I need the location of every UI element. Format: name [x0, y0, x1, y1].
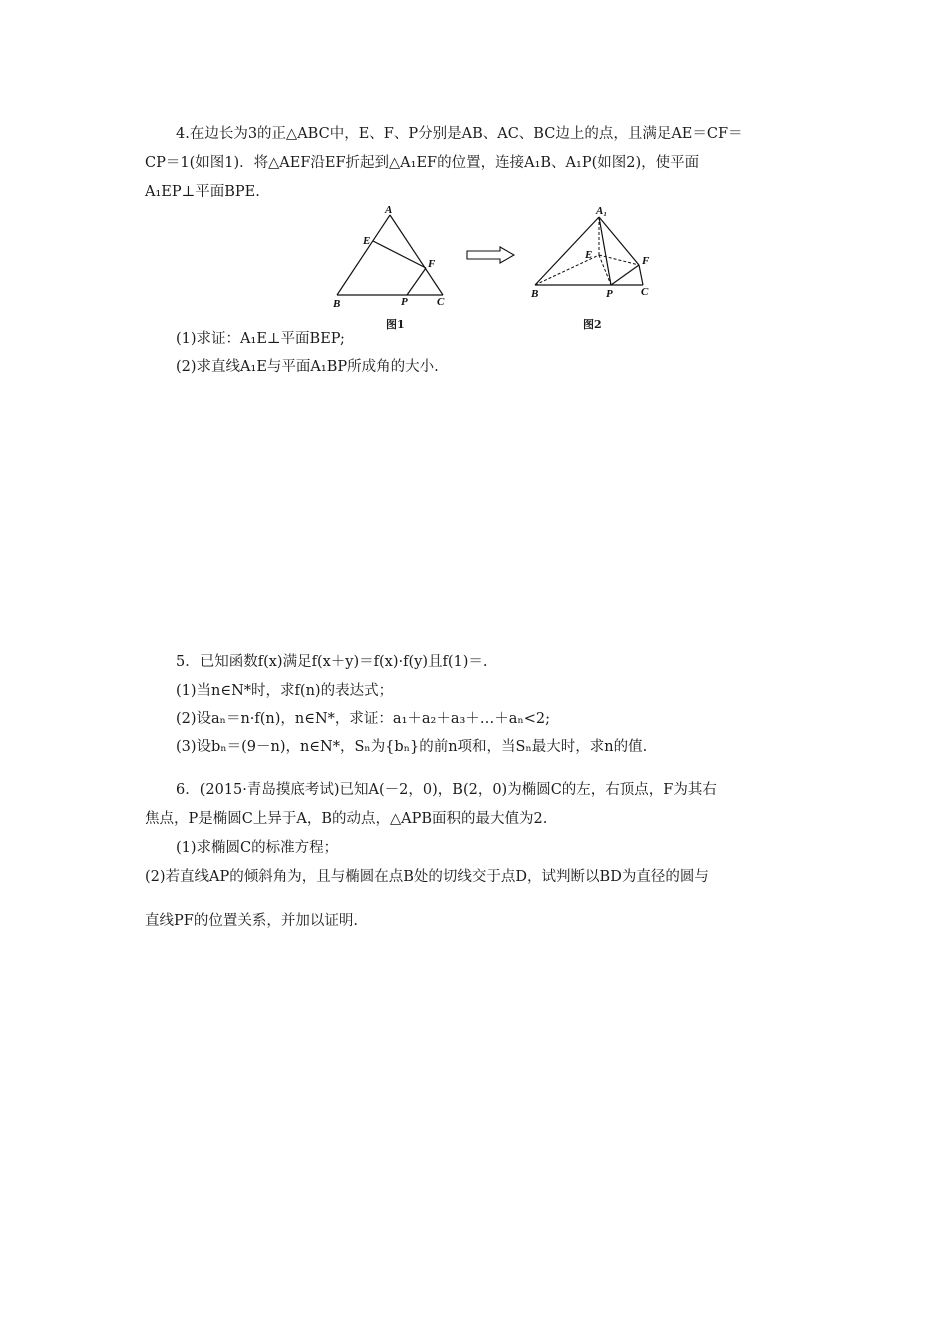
figure-1-caption: 图1 [386, 318, 405, 331]
fig1-label-B: B [333, 298, 341, 310]
problem4-line1: 4.在边长为3的正△ABC中，E、F、P分别是AB、AC、BC边上的点，且满足AE＝CF＝ [176, 126, 743, 142]
fig2-label-F: F [642, 255, 650, 267]
problem4-question-1: (1)求证：A₁E⊥平面BEP; [176, 331, 345, 347]
problem4-line2: CP＝1(如图1)．将△AEF沿EF折起到△A₁EF的位置，连接A₁B、A₁P(如图2)，使平面 [145, 155, 700, 171]
figure-1 [325, 203, 455, 311]
fig2-label-B: B [531, 288, 539, 300]
fig2-label-C: C [641, 286, 649, 298]
problem5-question-1: (1)当n∈N*时，求f(n)的表达式； [176, 683, 394, 699]
problem5-question-3: (3)设bₙ＝(9－n)，n∈N*，Sₙ为{bₙ}的前n项和，当Sₙ最大时，求n的值. [176, 739, 648, 755]
problem6-line1: 6．(2015·青岛摸底考试)已知A(－2，0)，B(2，0)为椭圆C的左，右顶点，F为其右 [176, 782, 717, 798]
figure-2 [525, 203, 660, 311]
fig2-label-P: P [606, 288, 613, 300]
problem6-question-2b: 直线PF的位置关系，并加以证明. [145, 913, 358, 929]
problem6-question-2a: (2)若直线AP的倾斜角为，且与椭圆在点B处的切线交于点D，试判断以BD为直径的圆与 [145, 869, 709, 885]
fold-arrow-icon [466, 246, 516, 264]
fig1-label-F: F [428, 258, 436, 270]
problem5-line1: 5．已知函数f(x)满足f(x＋y)＝f(x)·f(y)且f(1)＝. [176, 654, 488, 670]
figure-2-caption: 图2 [583, 318, 602, 331]
problem4-question-2: (2)求直线A₁E与平面A₁BP所成角的大小. [176, 359, 439, 375]
fig1-label-C: C [437, 296, 445, 308]
fig1-label-P: P [401, 296, 408, 308]
fig2-label-A1: A₁ [596, 205, 608, 217]
problem6-question-1: (1)求椭圆C的标准方程； [176, 840, 339, 856]
problem4-line3: A₁EP⊥平面BPE. [145, 184, 260, 200]
problem5-question-2: (2)设aₙ＝n·f(n)，n∈N*，求证：a₁＋a₂＋a₃＋…＋aₙ<2; [176, 711, 550, 727]
problem6-line2: 焦点，P是椭圆C上异于A，B的动点，△APB面积的最大值为2. [145, 811, 548, 827]
fig1-label-E: E [363, 235, 371, 247]
fig2-label-E: E [585, 249, 593, 261]
fig1-label-A: A [385, 204, 393, 216]
